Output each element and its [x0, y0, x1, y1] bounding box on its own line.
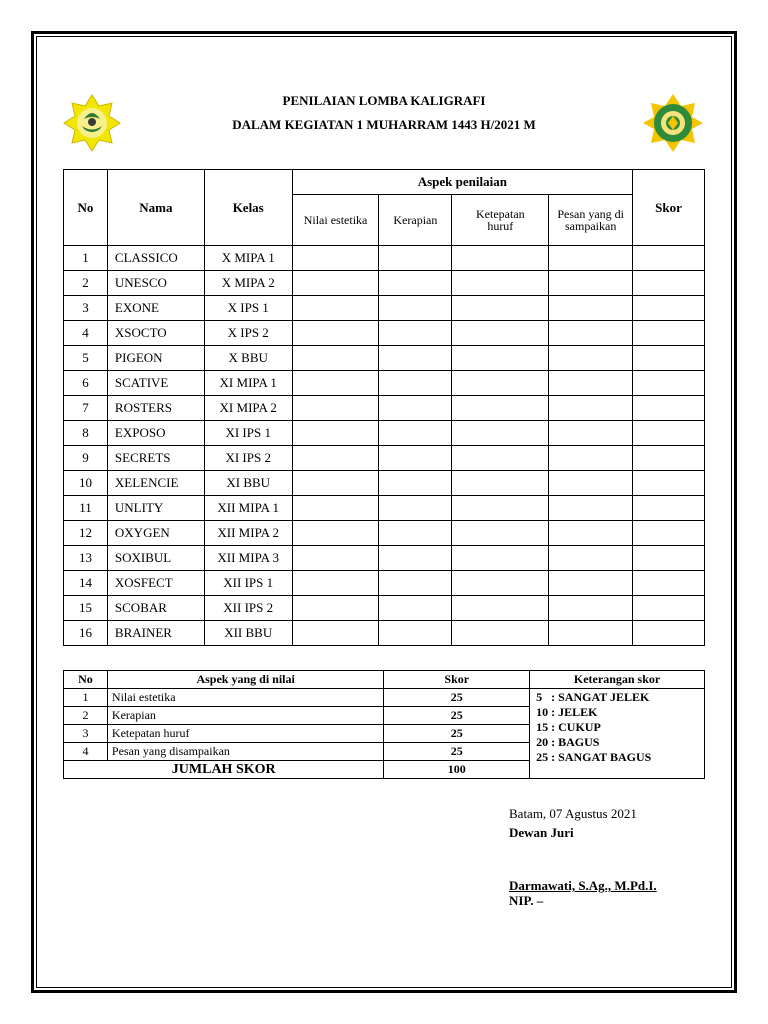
judge-nip: NIP. – [509, 893, 544, 908]
table-row [64, 246, 705, 271]
row-nama: SCATIVE [107, 371, 204, 396]
sum-aspek-header: Aspek yang di nilai [107, 671, 383, 689]
score-legend [530, 689, 705, 779]
row-nilai-estetika-cell [292, 621, 379, 646]
row-skor-cell [633, 471, 705, 496]
table-row [64, 421, 705, 446]
col-nama-header: Nama [107, 170, 204, 246]
row-ketepatan-cell [452, 346, 549, 371]
score-legend-item: 5 : SANGAT JELEK [536, 690, 650, 704]
row-skor-cell [633, 496, 705, 521]
table-row [64, 621, 705, 646]
row-nama: XELENCIE [107, 471, 204, 496]
table-row [64, 271, 705, 296]
row-pesan-cell [549, 596, 633, 621]
col-kerapian-header: Kerapian [379, 195, 452, 246]
row-no: 6 [64, 371, 108, 396]
row-kelas: XI MIPA 1 [204, 371, 292, 396]
row-skor-cell [633, 346, 705, 371]
row-ketepatan-cell [452, 621, 549, 646]
summary-skor: 25 [384, 725, 530, 743]
row-no: 11 [64, 496, 108, 521]
row-pesan-cell [549, 446, 633, 471]
row-nilai-estetika-cell [292, 421, 379, 446]
row-kerapian-cell [379, 246, 452, 271]
row-nilai-estetika-cell [292, 346, 379, 371]
row-no: 14 [64, 571, 108, 596]
table-row [64, 596, 705, 621]
col-nilai-estetika-header: Nilai estetika [292, 195, 379, 246]
row-nilai-estetika-cell [292, 396, 379, 421]
row-skor-cell [633, 521, 705, 546]
row-nama: EXONE [107, 296, 204, 321]
row-skor-cell [633, 621, 705, 646]
row-skor-cell [633, 596, 705, 621]
row-no: 15 [64, 596, 108, 621]
row-ketepatan-cell [452, 446, 549, 471]
row-nilai-estetika-cell [292, 546, 379, 571]
row-pesan-cell [549, 271, 633, 296]
row-ketepatan-cell [452, 296, 549, 321]
row-skor-cell [633, 271, 705, 296]
row-kerapian-cell [379, 396, 452, 421]
summary-skor: 25 [384, 689, 530, 707]
row-no: 5 [64, 346, 108, 371]
row-pesan-cell [549, 246, 633, 271]
row-nama: SCOBAR [107, 596, 204, 621]
row-nilai-estetika-cell [292, 521, 379, 546]
row-no: 2 [64, 271, 108, 296]
row-kelas: XII IPS 2 [204, 596, 292, 621]
row-ketepatan-cell [452, 471, 549, 496]
col-kelas-header: Kelas [204, 170, 292, 246]
summary-table [63, 670, 705, 779]
row-pesan-cell [549, 321, 633, 346]
row-ketepatan-cell [452, 521, 549, 546]
table-row [64, 446, 705, 471]
sum-no-header: No [64, 671, 108, 689]
row-kerapian-cell [379, 321, 452, 346]
row-pesan-cell [549, 371, 633, 396]
row-skor-cell [633, 546, 705, 571]
row-kerapian-cell [379, 521, 452, 546]
row-nilai-estetika-cell [292, 246, 379, 271]
row-skor-cell [633, 396, 705, 421]
row-no: 4 [64, 321, 108, 346]
row-pesan-cell [549, 396, 633, 421]
row-ketepatan-cell [452, 321, 549, 346]
summary-aspek: Kerapian [107, 707, 383, 725]
row-kerapian-cell [379, 346, 452, 371]
row-kelas: X MIPA 2 [204, 271, 292, 296]
table-row [64, 371, 705, 396]
summary-aspek: Ketepatan huruf [107, 725, 383, 743]
row-kerapian-cell [379, 621, 452, 646]
row-nama: ROSTERS [107, 396, 204, 421]
row-pesan-cell [549, 521, 633, 546]
judge-name: Darmawati, S.Ag., M.Pd.I. [509, 878, 657, 893]
row-no: 12 [64, 521, 108, 546]
row-kelas: XI IPS 2 [204, 446, 292, 471]
row-kerapian-cell [379, 421, 452, 446]
row-pesan-cell [549, 346, 633, 371]
row-skor-cell [633, 421, 705, 446]
summary-skor: 25 [384, 707, 530, 725]
table-row [64, 471, 705, 496]
row-ketepatan-cell [452, 596, 549, 621]
score-legend-item: 25 : SANGAT BAGUS [536, 750, 652, 764]
col-pesan-header: Pesan yang disampaikan [549, 195, 633, 246]
score-legend-item: 10 : JELEK [536, 705, 598, 719]
row-no: 1 [64, 246, 108, 271]
score-table [63, 169, 705, 646]
row-nilai-estetika-cell [292, 271, 379, 296]
summary-aspek: Nilai estetika [107, 689, 383, 707]
row-pesan-cell [549, 621, 633, 646]
col-skor-header: Skor [633, 170, 705, 246]
row-no: 10 [64, 471, 108, 496]
row-skor-cell [633, 321, 705, 346]
row-no: 16 [64, 621, 108, 646]
row-kelas: XII IPS 1 [204, 571, 292, 596]
row-nama: OXYGEN [107, 521, 204, 546]
row-nama: SOXIBUL [107, 546, 204, 571]
row-pesan-cell [549, 421, 633, 446]
col-no-header: No [64, 170, 108, 246]
row-kelas: XII MIPA 3 [204, 546, 292, 571]
row-ketepatan-cell [452, 546, 549, 571]
judge-role: Dewan Juri [509, 825, 574, 840]
row-nama: PIGEON [107, 346, 204, 371]
row-nama: SECRETS [107, 446, 204, 471]
table-row [64, 396, 705, 421]
row-kelas: X IPS 1 [204, 296, 292, 321]
row-kerapian-cell [379, 446, 452, 471]
row-kelas: XII MIPA 2 [204, 521, 292, 546]
row-ketepatan-cell [452, 371, 549, 396]
row-ketepatan-cell [452, 571, 549, 596]
row-nilai-estetika-cell [292, 296, 379, 321]
row-nama: XSOCTO [107, 321, 204, 346]
row-kelas: X IPS 2 [204, 321, 292, 346]
row-skor-cell [633, 571, 705, 596]
row-nilai-estetika-cell [292, 571, 379, 596]
row-no: 8 [64, 421, 108, 446]
summary-no: 2 [64, 707, 108, 725]
place-date: Batam, 07 Agustus 2021 [509, 806, 637, 821]
row-nilai-estetika-cell [292, 596, 379, 621]
title-line-2: DALAM KEGIATAN 1 MUHARRAM 1443 H/2021 M [232, 117, 536, 132]
summary-no: 4 [64, 743, 108, 761]
row-kerapian-cell [379, 271, 452, 296]
row-no: 9 [64, 446, 108, 471]
row-nilai-estetika-cell [292, 471, 379, 496]
score-legend-item: 15 : CUKUP [536, 720, 601, 734]
table-row [64, 296, 705, 321]
total-label: JUMLAH SKOR [64, 761, 384, 779]
table-row [64, 496, 705, 521]
summary-row [64, 689, 705, 707]
row-kelas: XII BBU [204, 621, 292, 646]
total-value: 100 [384, 761, 530, 779]
row-kelas: XI MIPA 2 [204, 396, 292, 421]
sum-keterangan-header: Keterangan skor [530, 671, 705, 689]
row-kelas: XI IPS 1 [204, 421, 292, 446]
row-nilai-estetika-cell [292, 496, 379, 521]
row-no: 7 [64, 396, 108, 421]
summary-aspek: Pesan yang disampaikan [107, 743, 383, 761]
score-legend-item: 20 : BAGUS [536, 735, 600, 749]
row-nilai-estetika-cell [292, 321, 379, 346]
row-ketepatan-cell [452, 421, 549, 446]
row-pesan-cell [549, 546, 633, 571]
row-kelas: XI BBU [204, 471, 292, 496]
summary-skor: 25 [384, 743, 530, 761]
row-skor-cell [633, 371, 705, 396]
row-skor-cell [633, 296, 705, 321]
row-kerapian-cell [379, 471, 452, 496]
table-row [64, 571, 705, 596]
row-kerapian-cell [379, 496, 452, 521]
row-kelas: X MIPA 1 [204, 246, 292, 271]
table-row [64, 321, 705, 346]
row-kerapian-cell [379, 296, 452, 321]
col-ketepatan-header: Ketepatan huruf [452, 195, 549, 246]
row-skor-cell [633, 446, 705, 471]
row-no: 3 [64, 296, 108, 321]
row-ketepatan-cell [452, 271, 549, 296]
row-pesan-cell [549, 571, 633, 596]
row-skor-cell [633, 246, 705, 271]
row-nama: EXPOSO [107, 421, 204, 446]
table-row [64, 346, 705, 371]
table-row [64, 521, 705, 546]
row-nama: CLASSICO [107, 246, 204, 271]
row-nama: UNLITY [107, 496, 204, 521]
col-aspek-header: Aspek penilaian [292, 170, 632, 195]
table-row [64, 546, 705, 571]
row-nama: UNESCO [107, 271, 204, 296]
row-kerapian-cell [379, 571, 452, 596]
title-line-1: PENILAIAN LOMBA KALIGRAFI [282, 93, 486, 108]
row-ketepatan-cell [452, 246, 549, 271]
row-pesan-cell [549, 471, 633, 496]
row-no: 13 [64, 546, 108, 571]
row-ketepatan-cell [452, 396, 549, 421]
summary-no: 1 [64, 689, 108, 707]
row-nilai-estetika-cell [292, 446, 379, 471]
row-kerapian-cell [379, 596, 452, 621]
row-nama: BRAINER [107, 621, 204, 646]
row-kerapian-cell [379, 371, 452, 396]
row-pesan-cell [549, 296, 633, 321]
row-pesan-cell [549, 496, 633, 521]
summary-no: 3 [64, 725, 108, 743]
sum-skor-header: Skor [384, 671, 530, 689]
row-nilai-estetika-cell [292, 371, 379, 396]
row-kelas: XII MIPA 1 [204, 496, 292, 521]
row-nama: XOSFECT [107, 571, 204, 596]
row-kelas: X BBU [204, 346, 292, 371]
row-ketepatan-cell [452, 496, 549, 521]
row-kerapian-cell [379, 546, 452, 571]
